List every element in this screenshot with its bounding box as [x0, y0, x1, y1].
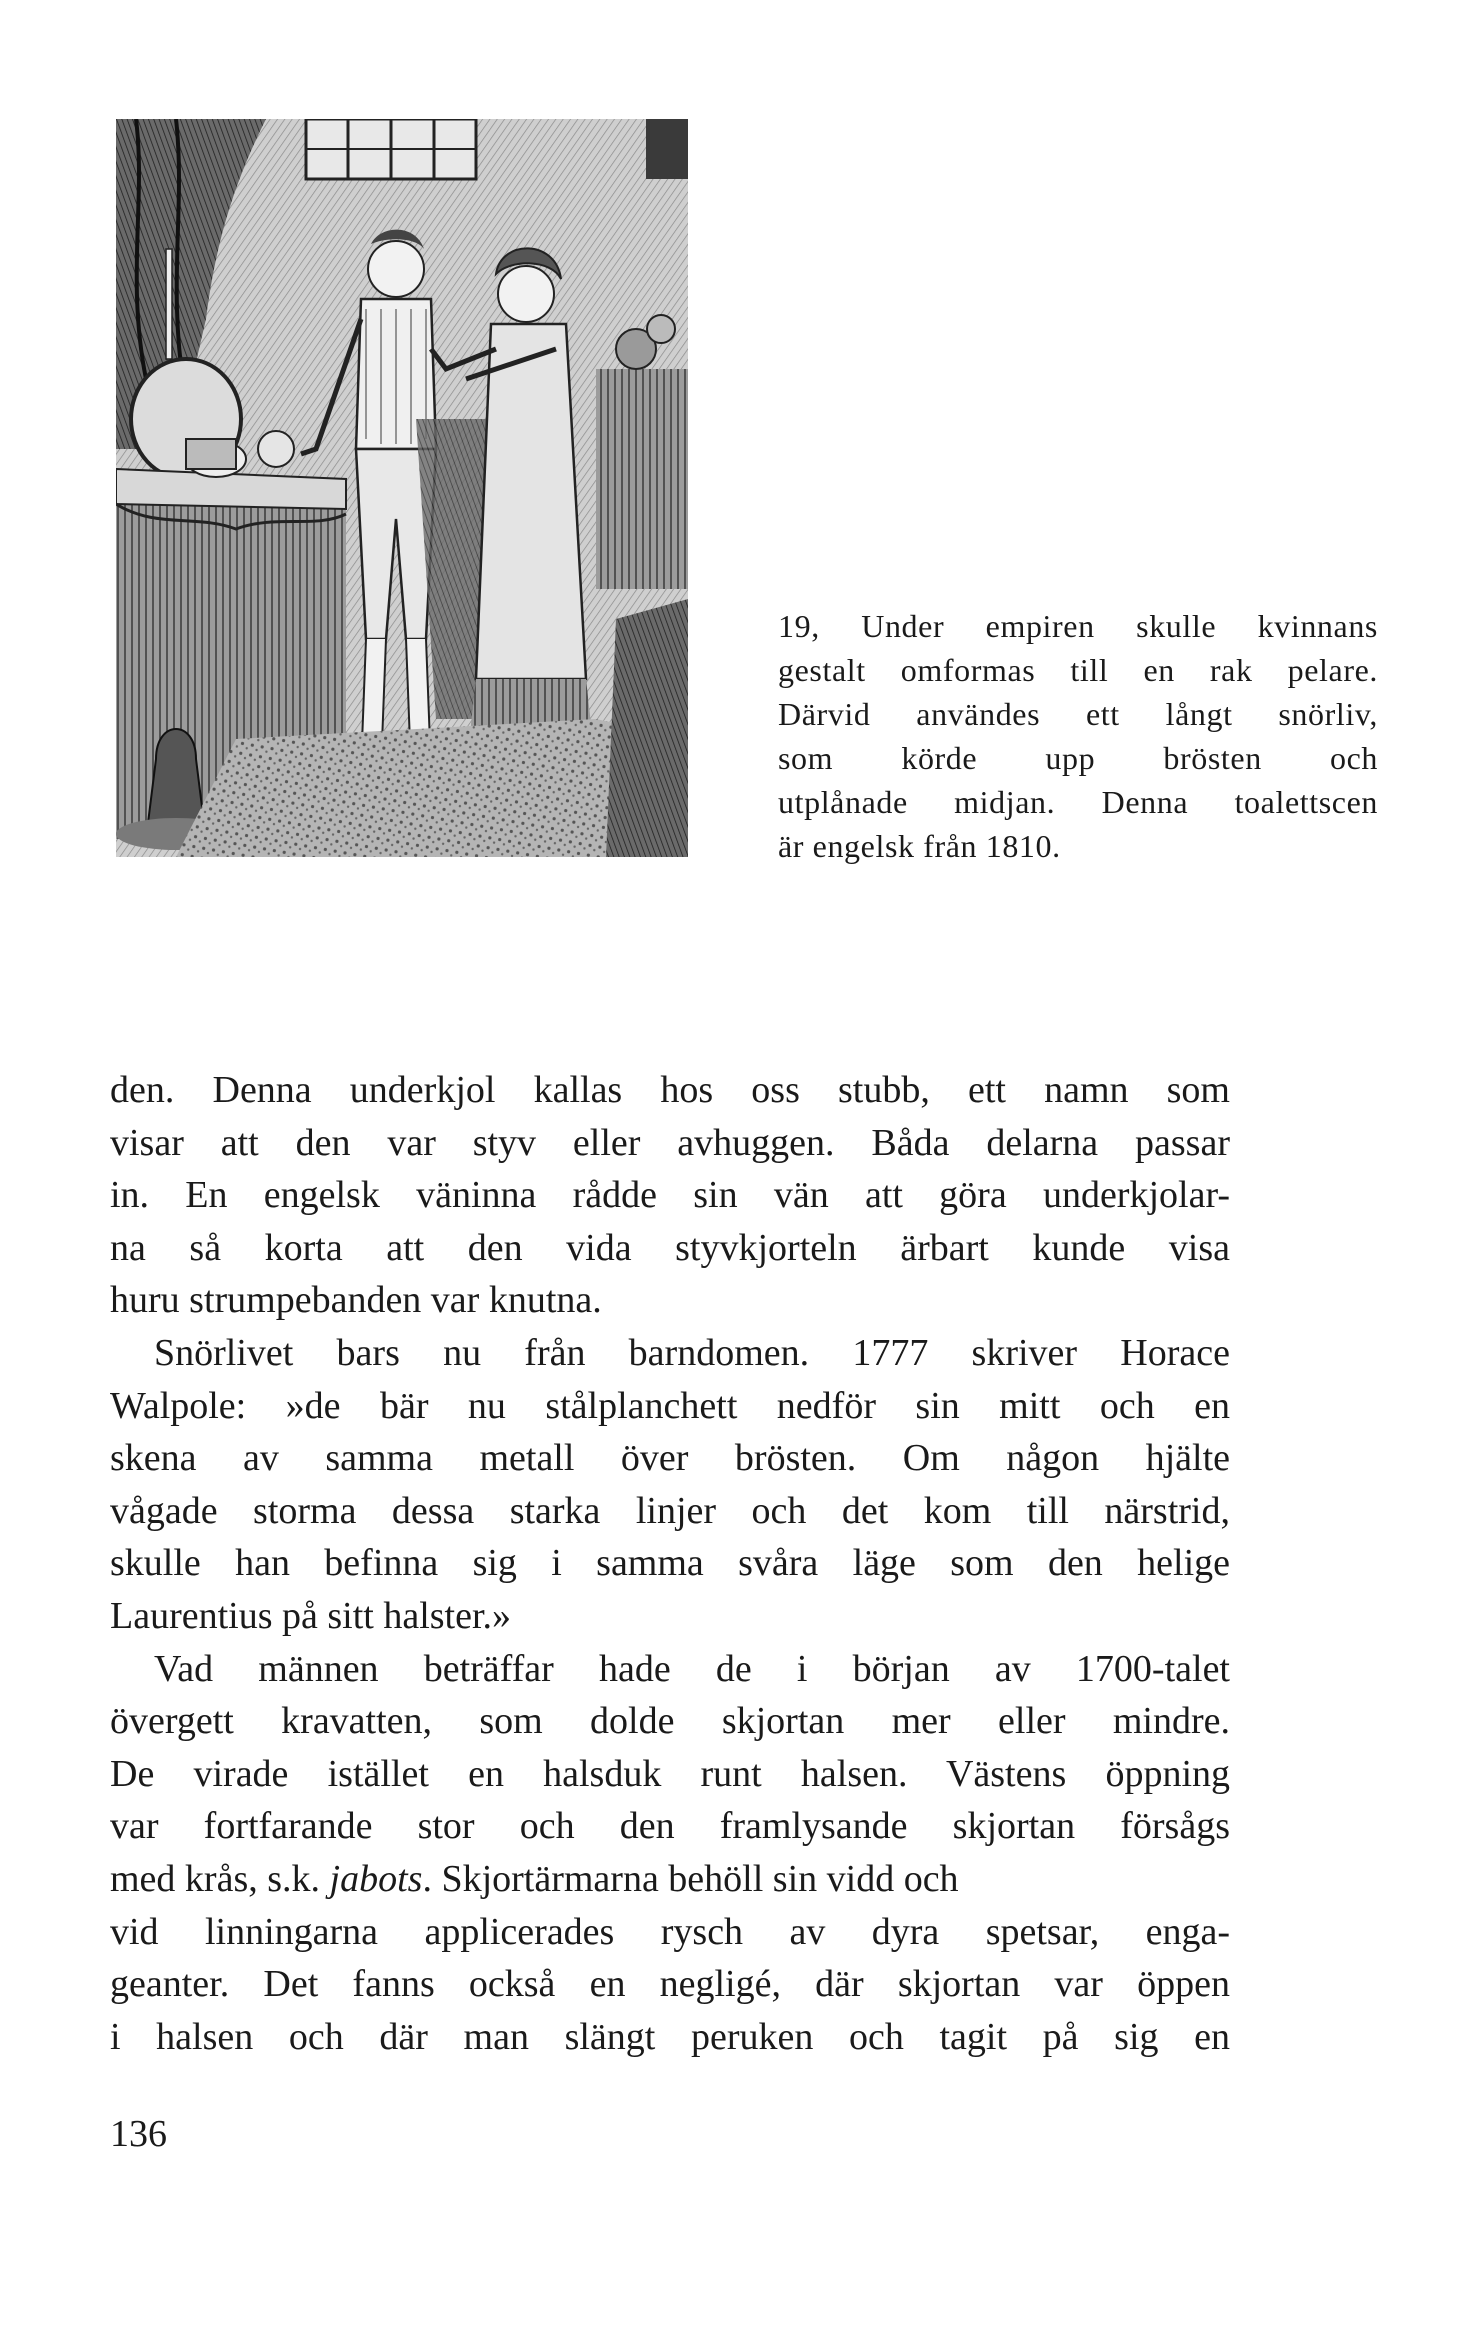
caption-line: är engelsk från 1810.	[778, 828, 1061, 864]
page-number: 136	[110, 2113, 167, 2155]
caption-line: gestalt omformas till en rak pelare.	[778, 652, 1378, 688]
text-line: Laurentius på sitt halster.»	[110, 1594, 512, 1637]
text-line: De virade istället en halsduk runt halsen. Västens öppning	[110, 1752, 1230, 1795]
text-line: övergett kravatten, som dolde skjortan mer eller mindre.	[110, 1700, 1230, 1743]
text-line: skena av samma metall över brösten. Om någon hjälte	[110, 1437, 1230, 1480]
caption-line: Därvid användes ett långt snörliv,	[778, 696, 1378, 732]
text-line: var fortfarande stor och den framlysande skjortan försågs	[110, 1805, 1230, 1848]
text-line: Walpole: »de bär nu stålplanchett nedför sin mitt och en	[110, 1384, 1230, 1427]
text-line: in. En engelsk väninna rådde sin vän att göra underkjolar-	[110, 1174, 1230, 1217]
italic-term: jabots	[329, 1857, 423, 1900]
caption-line: utplånade midjan. Denna toalettscen	[778, 784, 1378, 820]
text-line: visar att den var styv eller avhuggen. Båda delarna passar	[110, 1121, 1230, 1164]
text-line: na så korta att den vida styvkjorteln ärbart kunde visa	[110, 1226, 1230, 1269]
text-line	[110, 1853, 1230, 1906]
text-segment: med krås, s.k.	[110, 1857, 330, 1900]
text-line: den. Denna underkjol kallas hos oss stubb, ett namn som	[110, 1069, 1230, 1111]
figure-caption	[778, 604, 1378, 868]
caption-line: som körde upp brösten och	[778, 740, 1378, 776]
text-line: geanter. Det fanns också en negligé, där skjortan var öppen	[110, 1963, 1230, 2006]
text-segment: . Skjortärmarna behöll sin vidd och	[422, 1857, 959, 1900]
text-line: skulle han befinna sig i samma svåra läge som den helige	[110, 1542, 1230, 1585]
illustration-toilette-scene	[116, 119, 688, 857]
text-line: i halsen och där man slängt peruken och tagit på sig en	[110, 2015, 1230, 2058]
text-line: huru strumpebanden var knutna.	[110, 1279, 602, 1322]
caption-line: 19, Under empiren skulle kvinnans	[778, 608, 1378, 644]
text-line: Vad männen beträffar hade de i början av 1700-talet	[154, 1647, 1230, 1690]
text-line: vågade storma dessa starka linjer och det kom till närstrid,	[110, 1489, 1230, 1532]
text-line: Snörlivet bars nu från barndomen. 1777 skriver Horace	[154, 1331, 1230, 1374]
body-text	[110, 1064, 1230, 2063]
engraving-image	[116, 119, 688, 857]
text-line: vid linningarna applicerades rysch av dyra spetsar, enga-	[110, 1910, 1230, 1953]
